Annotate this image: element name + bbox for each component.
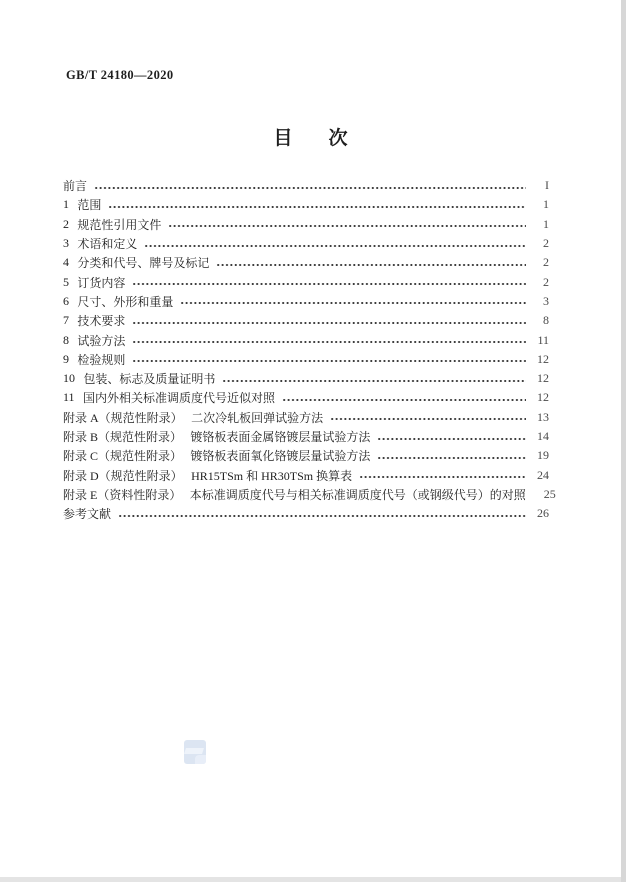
toc-entry-page: 25	[543, 486, 556, 501]
toc-entry-page: 14	[537, 429, 549, 443]
toc-entry-section: 附录 A（规范性附录）	[63, 410, 183, 425]
dot-leader	[132, 320, 526, 326]
dot-leader	[216, 262, 526, 268]
toc-entry-page: 19	[537, 448, 549, 463]
toc-entry-page: 13	[537, 409, 549, 424]
toc-entry-label: 二次冷轧板回弹试验方法	[191, 410, 324, 425]
toc-entry[interactable]	[63, 485, 556, 504]
toc-entry[interactable]	[63, 253, 549, 272]
dot-leader	[377, 436, 526, 442]
toc-entry-label: HR15TSm 和 HR30TSm 换算表	[191, 468, 353, 483]
toc-entry-label: 本标准调质度代号与相关标准调质度代号（或钢级代号）的对照	[189, 487, 526, 502]
toc-entry-section: 3	[63, 236, 69, 251]
toc-entry-page: 3	[543, 293, 549, 308]
toc-entry-label: 范围	[77, 198, 102, 213]
toc-entry-section: 6	[63, 293, 69, 308]
dot-leader	[132, 281, 526, 287]
dot-leader	[118, 513, 526, 519]
toc-entry-label: 参考文献	[63, 507, 112, 522]
toc-entry-label: 分类和代号、牌号及标记	[77, 256, 210, 271]
standard-number: GB/T 24180—2020	[66, 68, 174, 82]
toc-entry[interactable]	[63, 446, 549, 465]
toc-entry[interactable]	[63, 465, 549, 484]
toc-entry[interactable]	[63, 176, 549, 195]
toc-entry[interactable]	[63, 311, 549, 330]
toc-entry-label: 尺寸、外形和重量	[77, 294, 174, 309]
toc-entry[interactable]	[63, 272, 549, 291]
toc-entry-section: 5	[63, 274, 69, 289]
toc-entry[interactable]	[63, 427, 549, 446]
toc-entry-page: 12	[537, 351, 549, 366]
dot-leader	[180, 300, 526, 306]
watermark-logo	[184, 740, 206, 764]
dot-leader	[132, 358, 526, 364]
dot-leader	[132, 339, 526, 345]
toc-entry-section: 11	[63, 390, 75, 405]
toc-entry[interactable]	[63, 350, 549, 369]
dot-leader	[330, 416, 526, 422]
toc-entry-page: 11	[537, 332, 549, 347]
toc-entry-label: 检验规则	[77, 352, 126, 367]
toc-title: 目次	[273, 128, 384, 149]
toc-entry[interactable]	[63, 388, 549, 407]
toc-entry-page: 2	[543, 274, 549, 289]
dot-leader	[168, 223, 526, 229]
toc-entry-label: 试验方法	[77, 333, 126, 348]
toc-entry-section: 9	[63, 351, 69, 366]
toc-entry-page: I	[545, 178, 549, 193]
toc-entry-label: 技术要求	[77, 314, 126, 329]
toc-entry-page: 26	[537, 506, 549, 521]
scan-edge-bottom	[0, 877, 621, 882]
toc-entry-label: 订货内容	[77, 275, 126, 290]
toc-entry-section: 10	[63, 371, 75, 386]
toc-entry-label: 术语和定义	[77, 237, 138, 252]
dot-leader	[144, 243, 526, 249]
dot-leader	[222, 378, 526, 384]
toc-entry-section: 2	[63, 216, 69, 231]
scan-edge-right	[621, 0, 626, 882]
toc-entry[interactable]	[63, 195, 549, 214]
dot-leader	[359, 474, 526, 480]
dot-leader	[377, 455, 526, 461]
toc-title-wrap	[0, 123, 621, 150]
toc-entry-page: 2	[543, 236, 549, 251]
toc-entry[interactable]	[63, 408, 549, 427]
toc-entry-page: 1	[543, 216, 549, 231]
toc-entry-page: 24	[537, 467, 549, 482]
toc-entry-page: 12	[537, 390, 549, 405]
toc-entry[interactable]	[63, 504, 549, 523]
toc-entry-section: 7	[63, 313, 69, 328]
toc-entry-label: 国内外相关标准调质度代号近似对照	[82, 391, 275, 406]
dot-leader	[282, 397, 526, 403]
toc-entry-page: 1	[543, 197, 549, 212]
toc-entry[interactable]	[63, 330, 549, 349]
toc-entry-section: 附录 D（规范性附录）	[63, 468, 183, 483]
toc-entry-page: 8	[543, 313, 549, 328]
toc-entry-label: 规范性引用文件	[77, 217, 162, 232]
toc-entry[interactable]	[63, 369, 549, 388]
toc-entry-section: 附录 B（规范性附录）	[63, 430, 183, 444]
dot-leader	[108, 204, 526, 210]
toc-entry-page: 2	[543, 255, 549, 270]
toc-entry-label: 前言	[63, 179, 88, 194]
toc-entry[interactable]	[63, 215, 549, 234]
toc-list	[63, 176, 556, 523]
toc-entry-section: 附录 E（资料性附录）	[63, 487, 182, 502]
toc-entry[interactable]	[63, 292, 549, 311]
toc-entry-section: 8	[63, 332, 69, 347]
toc-entry-page: 12	[537, 371, 549, 386]
toc-entry-label: 包装、标志及质量证明书	[83, 372, 216, 387]
toc-entry-section: 1	[63, 197, 69, 212]
dot-leader	[94, 185, 526, 191]
toc-entry-label: 镀铬板表面氧化铬镀层量试验方法	[190, 449, 371, 464]
toc-entry[interactable]	[63, 234, 549, 253]
toc-entry-section: 附录 C（规范性附录）	[63, 449, 183, 464]
toc-entry-section: 4	[63, 255, 69, 270]
toc-entry-label: 镀铬板表面金属铬镀层量试验方法	[190, 430, 371, 444]
